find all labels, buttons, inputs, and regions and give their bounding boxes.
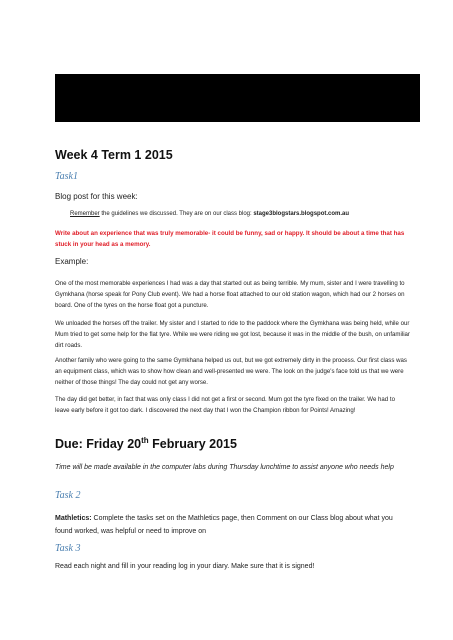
example-paragraph-4: The day did get better, in fact that was only class I did not get a first or second. Mum got the tyre fixed on the trailer. We had to leave early before it got too dark. I discovered the next day that I won the Champion ribbon for Points! Amazing! bbox=[55, 396, 395, 414]
due-date-heading bbox=[55, 436, 410, 451]
task2-label: Task 2 bbox=[55, 490, 81, 501]
remember-line bbox=[70, 211, 415, 217]
due-prefix: Due: Friday 20 bbox=[55, 437, 142, 452]
due-suffix: February 2015 bbox=[148, 437, 237, 452]
example-paragraph-1: One of the most memorable experiences I had was a day that started out as being terrible. My mum, sister and I were travelling to Gymkhana (horse speak for Pony Club event). We had a horse float attached to our old station wagon, which had our 2 horses on board. One of the tyres on the horse float got a puncture. bbox=[55, 280, 405, 309]
example-paragraph-2: We unloaded the horses off the trailer. My sister and I started to ride to the paddock where the Gymkhana was being held, while our Mum tried to get some help for the flat tyre. While we were riding we got lost, because it was in the middle of the bush, on unfamiliar dirt roads. bbox=[55, 320, 410, 349]
task3-label: Task 3 bbox=[55, 543, 81, 554]
blog-link[interactable]: stage3blogstars.blogspot.com.au bbox=[253, 211, 350, 217]
reading-instruction: Read each night and fill in your reading log in your diary. Make sure that it is signed! bbox=[55, 563, 315, 570]
writing-instruction: Write about an experience that was truly memorable- it could be funny, sad or happy. It should be about a time that has stuck in your head as a memory. bbox=[55, 230, 405, 248]
blog-prompt: Blog post for this week: bbox=[55, 192, 138, 201]
remember-word: Remember bbox=[70, 211, 100, 217]
example-label: Example: bbox=[55, 257, 89, 266]
mathletics-label: Mathletics: bbox=[55, 515, 92, 522]
due-ordinal: th bbox=[141, 436, 149, 445]
header-banner bbox=[55, 74, 420, 122]
example-paragraph-3: Another family who were going to the same Gymkhana helped us out, but we got extremely dirty in the process. Our first class was an equipment class, which was to show how clean and well-presented we were. The look on the judge's face told us that we were neither of those things! The day could not get any worse. bbox=[55, 357, 407, 386]
mathletics-instruction bbox=[55, 512, 410, 538]
task1-label: Task1 bbox=[55, 171, 78, 182]
computer-lab-note: Time will be made available in the computer labs during Thursday lunchtime to assist anyone who needs help bbox=[55, 464, 394, 471]
week-heading: Week 4 Term 1 2015 bbox=[55, 148, 173, 162]
remember-text: the guidelines we discussed. They are on our class blog: bbox=[99, 211, 254, 217]
mathletics-text: Complete the tasks set on the Mathletics page, then Comment on our Class blog about what you found worked, was helpful or need to improve on bbox=[55, 515, 393, 535]
